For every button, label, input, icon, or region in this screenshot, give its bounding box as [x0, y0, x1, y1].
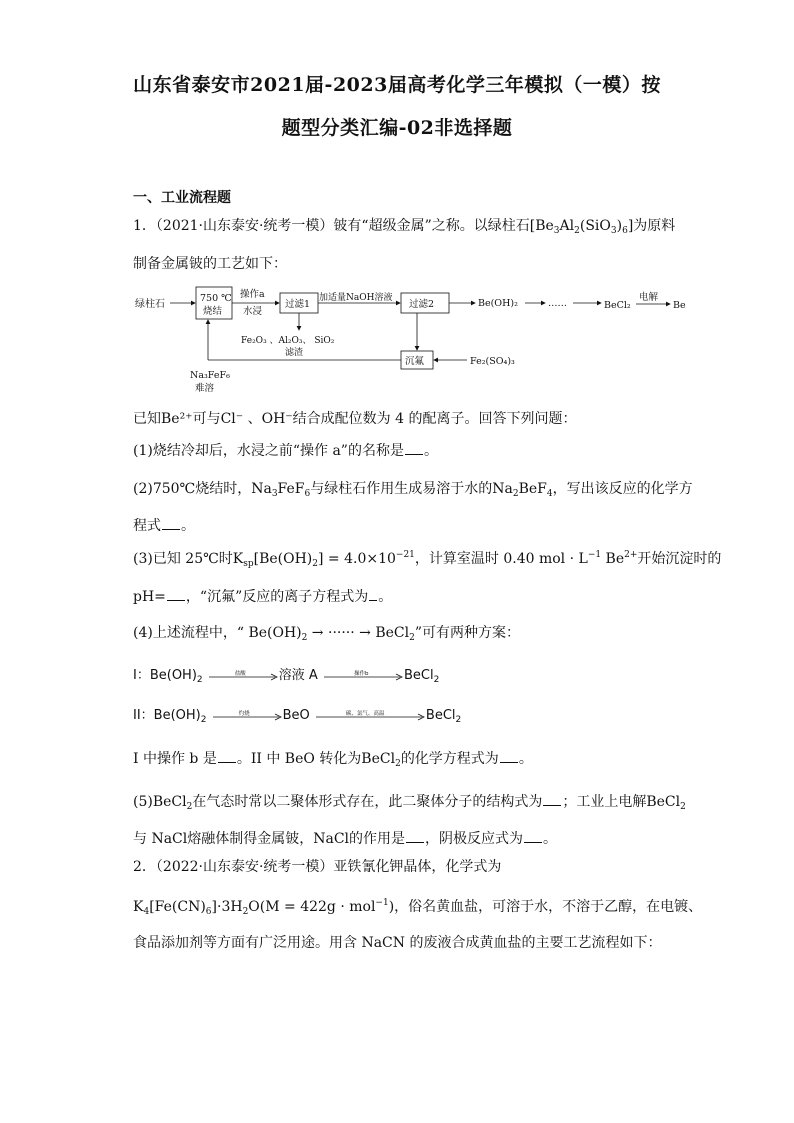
na3fef6-label: Na₃FeF₆: [190, 370, 230, 381]
q1-part3-line2: pH= ，“沉氟”反应的离子方程式为 。: [133, 589, 393, 605]
q1-intro-line2: 制备金属铍的工艺如下：: [133, 256, 287, 272]
route-2: II：$Be(OH)_2$ 灼烧 BeO 碳、氯气、高温 BeCl$_2$: [133, 707, 461, 725]
residue-label: 滤渣: [285, 348, 304, 358]
filter2-label: 过滤2: [409, 299, 435, 310]
naoh-label: 加适量NaOH溶液: [319, 293, 393, 303]
filter1-label: 过滤1: [285, 299, 311, 310]
precip-label: 沉氟: [405, 356, 425, 367]
insoluble-label: 难溶: [195, 383, 215, 394]
q2-formula-line: $K_4[Fe(CN)_6]\cdot 3H_2O(M = 422g \cdot mol^{-1})$，俗名黄血盐，可溶于水，不溶于乙醇，在电镀、: [133, 898, 703, 917]
process-flow-diagram: [133, 280, 693, 395]
route1-arrow2: [322, 669, 404, 683]
route1-over2: 操作b: [353, 670, 369, 677]
q1-part4-question: I 中操作 b 是 。II 中 BeO 转化为BeCl$_2$的化学方程式为 。: [133, 751, 533, 769]
be-label: Be: [673, 300, 686, 311]
beryl-label: 绿柱石: [135, 299, 165, 310]
op-a-label: 操作a: [240, 289, 265, 300]
route1-arrow1: [207, 669, 279, 683]
dots-label: ……: [548, 298, 567, 309]
beoh2-label: Be(OH)₂: [478, 298, 518, 309]
route2-over1: 灼烧: [238, 710, 250, 717]
fe2so4-label: Fe₂(SO₄)₃: [470, 356, 515, 367]
q1-part5: (5)BeCl$_2$在气态时常以二聚体形式存在，此二聚体分子的结构式为 ；工业上电解BeCl$_2$: [133, 794, 686, 812]
page-title-line2: 题型分类汇编-02非选择题: [281, 117, 513, 139]
route1-over1: 盐酸: [234, 670, 246, 677]
q1-part2: (2)750℃烧结时，$Na_3FeF_6$与绿柱石作用生成易溶于水的$Na_2BeF_4$，写出该反应的化学方: [133, 481, 693, 499]
water-leach-label: 水浸: [243, 306, 263, 317]
route-1: I：$Be(OH)_2$ 盐酸 溶液 A 操作b BeCl$_2$: [133, 667, 439, 685]
becl2-label: BeCl₂: [604, 300, 631, 311]
electrolysis-label: 电解: [639, 292, 659, 303]
q1-known-conditions: 已知Be²⁺可与Cl⁻ 、OH⁻结合成配位数为 4 的配离子。回答下列问题：: [133, 411, 577, 427]
route2-over2: 碳、氯气、高温: [345, 710, 385, 717]
route2-arrow2: [314, 709, 426, 723]
q1-part5-line2: 与 NaCl熔融体制得金属铍，NaCl的作用是 ，阴极反应式为 。: [133, 831, 558, 847]
calcine-temp-label: 750 ℃: [200, 293, 232, 304]
q1-part3: (3)已知 25℃时$K_{sp}[Be(OH)_2] = 4.0\times 10^{-21}$，计算室温时 0.40 mol · $L^{-1}$ $Be^{2+}$开始沉淀时的: [133, 550, 722, 569]
q2-text-line2: 食品添加剂等方面有广泛用途。用含 NaCN 的废液合成黄血盐的主要工艺流程如下：: [133, 935, 662, 951]
residue-formula-label: Fe₂O₃ 、Al₂O₃、 SiO₂: [241, 336, 335, 346]
q1-part4: (4)上述流程中，“ $Be(OH)_2$ → ······ → BeCl$_2$”可有两种方案：: [133, 625, 520, 643]
route2-arrow1: [211, 709, 283, 723]
q1-part1: (1)烧结冷却后，水浸之前“操作 a”的名称是 。: [133, 443, 438, 459]
q1-intro: 1．（2021·山东泰安·统考一模）铍有“超级金属”之称。以绿柱石$[Be_3Al_2(SiO_3)_6]$为原料: [133, 218, 676, 236]
calcine-label: 烧结: [203, 306, 223, 317]
q1-part2-line2: 程式 。: [133, 518, 195, 534]
section-heading: 一、工业流程题: [133, 190, 231, 206]
q2-intro: 2．（2022·山东泰安·统考一模）亚铁氰化钾晶体，化学式为: [133, 859, 502, 875]
page-title-line1: 山东省泰安市2021届-2023届高考化学三年模拟（一模）按: [133, 74, 661, 96]
